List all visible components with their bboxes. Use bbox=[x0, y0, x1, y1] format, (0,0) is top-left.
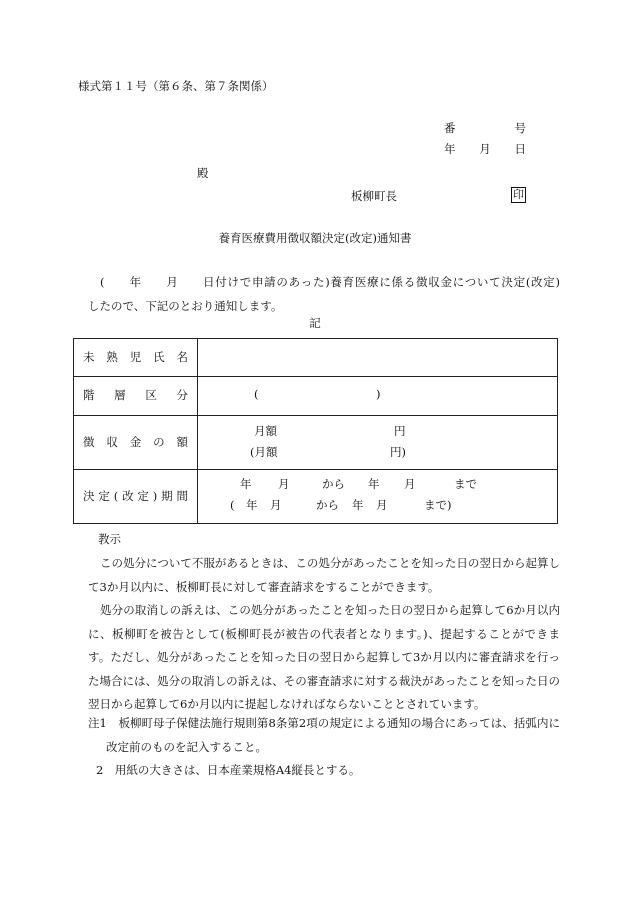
addressee-honorific: 殿 bbox=[197, 166, 209, 180]
note-item: 注1 板柳町母子保健法施行規則第8条第2項の規定による通知の場合にあっては、括弧内に改定前のものを記入すること。 bbox=[88, 716, 560, 754]
number-ban: 番 bbox=[444, 121, 456, 135]
amount-monthly: 月額 bbox=[254, 424, 277, 438]
tier-close-paren: ) bbox=[376, 387, 381, 401]
notice-paragraph: 処分の取消しの訴えは、この処分があったことを知った日の翌日から起算して6か月以内に、板柳町を被告として(板柳町長が被告の代表者となります。)、提起することができます。ただし、処分があったことを知った日の翌日から起算して3か月以内に審査請求を行った場合には、処分の取消しの訴えは、その審査請求に対する裁決があったことを知った日の翌日から起算して6か月以内に提起しなければならないこととされています。 bbox=[88, 603, 560, 711]
label-child-name: 未熟児氏名 bbox=[83, 349, 188, 364]
period-month: 月 bbox=[278, 477, 290, 491]
period-prev-open: ( bbox=[230, 498, 235, 512]
period-prev-month-2: 月 bbox=[376, 498, 388, 512]
period-prev-from: から bbox=[316, 498, 339, 512]
period-prev-month: 月 bbox=[270, 498, 282, 512]
amount-field[interactable] bbox=[198, 416, 558, 470]
table-row-child-name bbox=[74, 339, 558, 377]
tier-open-paren: ( bbox=[254, 387, 259, 401]
detail-table bbox=[73, 338, 558, 524]
table-row-tier bbox=[74, 377, 558, 416]
amount-yen: 円 bbox=[394, 424, 406, 438]
period-prev-until: まで) bbox=[424, 498, 452, 512]
label-period: 決定(改定)期間 bbox=[83, 488, 188, 503]
period-year-2: 年 bbox=[368, 477, 380, 491]
tier-field[interactable] bbox=[198, 377, 558, 416]
period-field[interactable] bbox=[198, 470, 558, 524]
table-row-amount bbox=[74, 416, 558, 470]
kigo-heading: 記 bbox=[309, 316, 321, 330]
period-prev-year-2: 年 bbox=[352, 498, 364, 512]
note-item: 2 用紙の大きさは、日本産業規格A4縦長とする。 bbox=[96, 763, 361, 777]
date-day: 日 bbox=[514, 142, 526, 156]
label-tier: 階層区分 bbox=[83, 388, 188, 403]
period-year: 年 bbox=[240, 477, 252, 491]
number-go: 号 bbox=[514, 121, 526, 135]
seal-stamp: 印 bbox=[513, 188, 524, 201]
document-number-line bbox=[444, 122, 526, 136]
period-month-2: 月 bbox=[404, 477, 416, 491]
form-number: 様式第１１号（第６条、第７条関係） bbox=[78, 79, 274, 93]
table-row-period bbox=[74, 470, 558, 524]
document-title: 養育医療費用徴収額決定(改定)通知書 bbox=[218, 231, 412, 245]
intro-text bbox=[88, 270, 560, 318]
document-date-line bbox=[444, 143, 526, 157]
date-month: 月 bbox=[479, 142, 491, 156]
notice-heading: 教示 bbox=[98, 532, 121, 546]
date-year: 年 bbox=[444, 142, 456, 156]
notes bbox=[88, 712, 560, 783]
amount-yen-prev: 円) bbox=[390, 445, 406, 459]
intro-line-1: ( 年 月 日付けで申請のあった)養育医療に係る徴収金について決定(改定) bbox=[100, 275, 560, 289]
period-from: から bbox=[322, 477, 345, 491]
notice-paragraph: この処分について不服があるときは、この処分があったことを知った日の翌日から起算して3か月以内に、板柳町長に対して審査請求をすることができます。 bbox=[88, 556, 560, 594]
issuer-name: 板柳町長 bbox=[351, 189, 397, 203]
label-amount: 徴収金の額 bbox=[83, 434, 188, 449]
period-until: まで bbox=[454, 477, 477, 491]
intro-line-2: したので、下記のとおり通知します。 bbox=[88, 299, 283, 313]
period-prev-year: 年 bbox=[246, 498, 258, 512]
notice-body bbox=[88, 552, 560, 717]
amount-monthly-prev: (月額 bbox=[250, 445, 278, 459]
child-name-field[interactable] bbox=[198, 339, 558, 377]
